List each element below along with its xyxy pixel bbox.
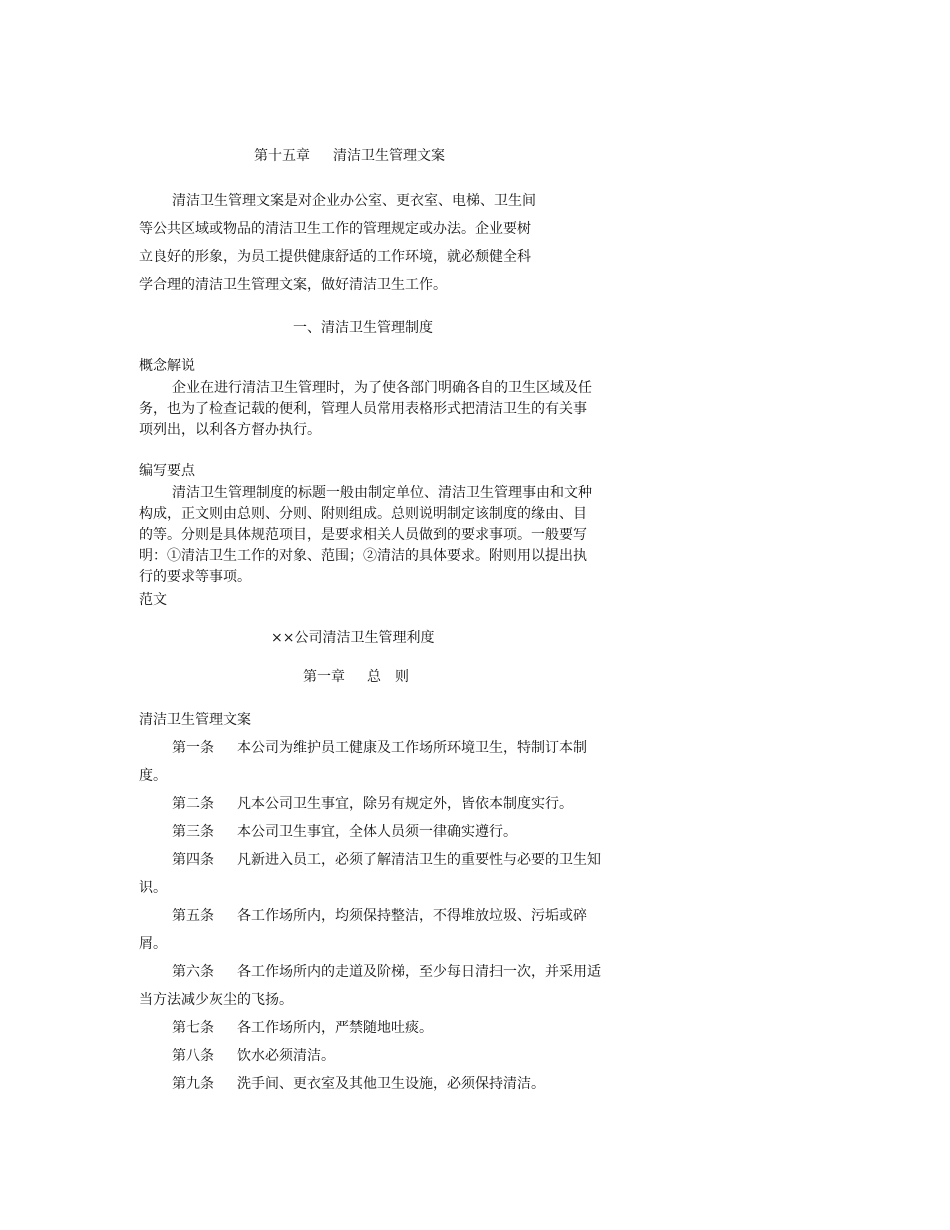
writing-line: 清洁卫生管理制度的标题一般由制定单位、清洁卫生管理事由和文种 (172, 485, 592, 501)
article (172, 1047, 335, 1065)
chapter-title: 清洁卫生管理文案 (333, 148, 445, 164)
article (172, 907, 587, 925)
concept-line: 务，也为了检查记载的便利，管理人员常用表格形式把清洁卫生的有关事 (139, 401, 587, 417)
article-continuation: 当方法减少灰尘的飞扬。 (139, 992, 293, 1008)
article (172, 823, 517, 841)
article-number: 第三条 (172, 824, 214, 840)
article (172, 963, 601, 981)
intro-line: 等公共区域或物品的清洁卫生工作的管理规定或办法。企业要树 (139, 221, 531, 237)
sample-title: ××公司清洁卫生管理利度 (271, 630, 435, 646)
article (172, 1075, 545, 1093)
article-number: 第六条 (172, 964, 214, 980)
writing-line: 构成，正文则由总则、分则、附则组成。总则说明制定该制度的缘由、目 (139, 506, 587, 522)
sample-chapter-number: 第一章 (303, 669, 345, 685)
article-number: 第五条 (172, 908, 214, 924)
section-title: 一、清洁卫生管理制度 (293, 320, 433, 336)
article-continuation: 屑。 (139, 936, 167, 952)
article-number: 第八条 (172, 1048, 214, 1064)
intro-line: 清洁卫生管理文案是对企业办公室、更衣室、电梯、卫生间 (172, 193, 536, 209)
article-number: 第九条 (172, 1076, 214, 1092)
article (172, 795, 573, 813)
chapter-number: 第十五章 (254, 148, 310, 164)
article-text: 凡新进入员工，必须了解清洁卫生的重要性与必要的卫生知 (237, 852, 601, 868)
writing-line: 明：①清洁卫生工作的对象、范围；②清洁的具体要求。附则用以提出执 (139, 548, 587, 564)
article (172, 851, 601, 869)
chapter-heading (254, 147, 445, 165)
sample-subheading: 清洁卫生管理文案 (139, 712, 251, 728)
article-text: 各工作场所内的走道及阶梯，至少每日清扫一次，并采用适 (237, 964, 601, 980)
concept-line: 企业在进行清洁卫生管理时，为了使各部门明确各自的卫生区域及任 (172, 380, 592, 396)
article-text: 各工作场所内，严禁随地吐痰。 (237, 1020, 433, 1036)
article-number: 第四条 (172, 852, 214, 868)
article-number: 第二条 (172, 796, 214, 812)
article-text: 本公司卫生事宜，全体人员须一律确实遵行。 (237, 824, 517, 840)
writing-line: 的等。分则是具体规范项目，是要求相关人员做到的要求事项。一般要写 (139, 527, 587, 543)
article-text: 洗手间、更衣室及其他卫生设施，必须保持清洁。 (237, 1076, 545, 1092)
concept-heading: 概念解说 (139, 358, 195, 374)
article-text: 各工作场所内，均须保持整洁，不得堆放垃圾、污垢或碎 (237, 908, 587, 924)
article-number: 第七条 (172, 1020, 214, 1036)
intro-line: 学合理的清洁卫生管理文案，做好清洁卫生工作。 (139, 277, 447, 293)
sample-chapter-title: 总 则 (367, 669, 409, 685)
concept-line: 项列出，以利各方督办执行。 (139, 422, 321, 438)
sample-chapter-heading (303, 668, 409, 686)
sample-label: 范文 (139, 592, 167, 608)
intro-line: 立良好的形象，为员工提供健康舒适的工作环境，就必颓健全科 (139, 249, 531, 265)
article (172, 1019, 433, 1037)
article-text: 本公司为维护员工健康及工作场所环境卫生，特制订本制 (237, 740, 587, 756)
article-text: 饮水必须清洁。 (237, 1048, 335, 1064)
writing-heading: 编写要点 (139, 463, 195, 479)
article-text: 凡本公司卫生事宜，除另有规定外，皆依本制度实行。 (237, 796, 573, 812)
article (172, 739, 587, 757)
article-continuation: 识。 (139, 880, 167, 896)
article-number: 第一条 (172, 740, 214, 756)
article-continuation: 度。 (139, 768, 167, 784)
writing-line: 行的要求等事项。 (139, 569, 251, 585)
